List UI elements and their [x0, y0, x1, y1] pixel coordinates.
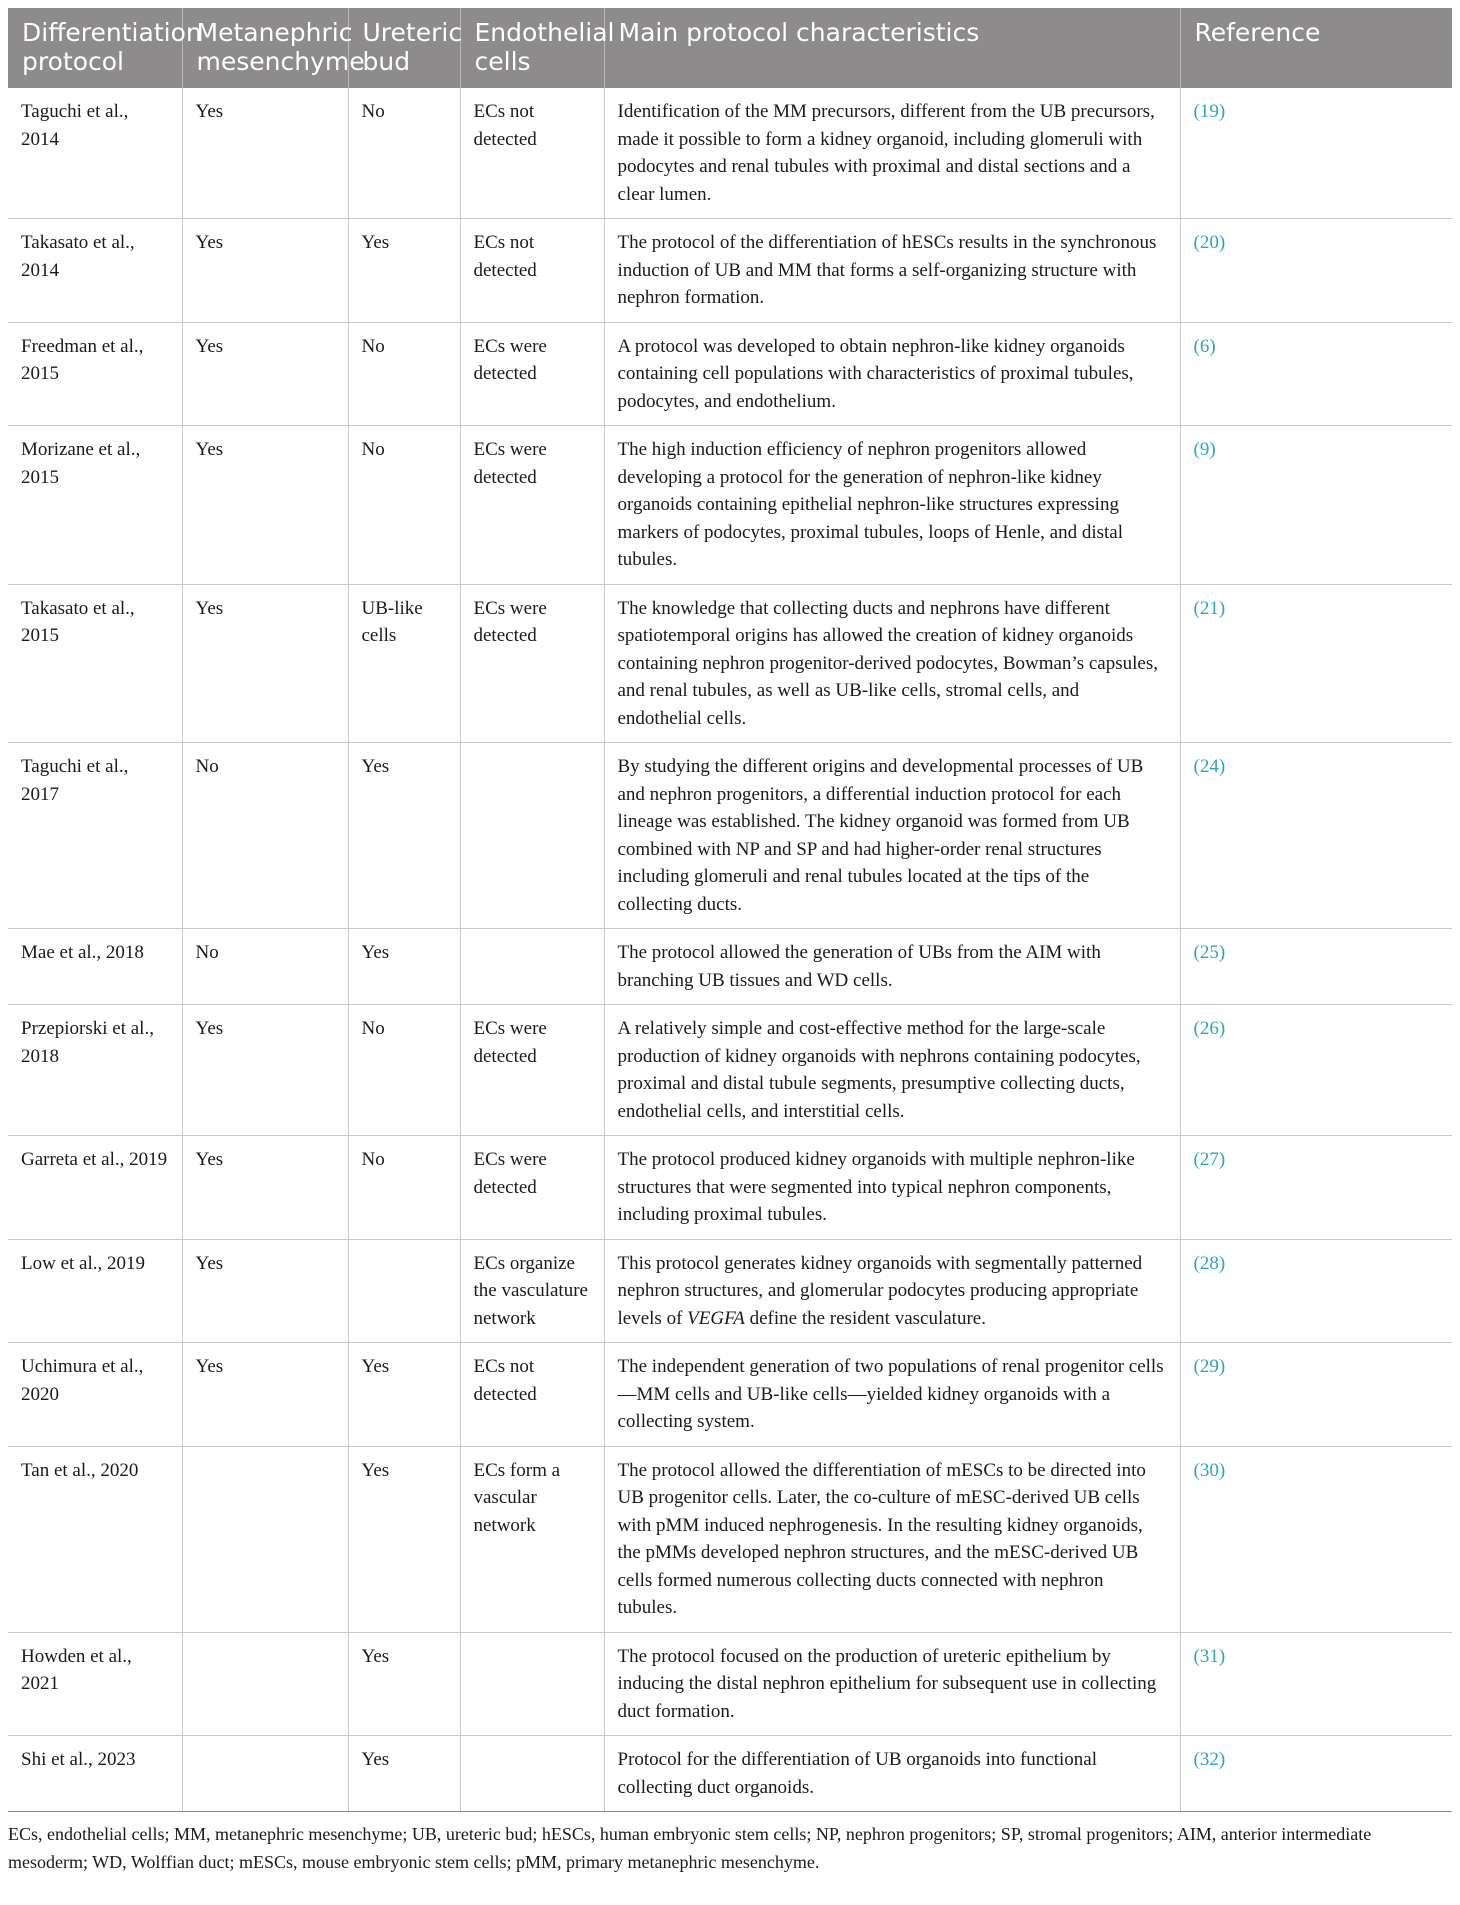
cell-characteristics: The protocol of the differentiation of hESCs results in the synchronous induction of UB and MM that forms a self-organizing structure with nephron formation.: [604, 219, 1180, 323]
reference-link[interactable]: (27): [1193, 1149, 1226, 1170]
cell-endothelial-cells: ECs not detected: [460, 1343, 604, 1447]
cell-metanephric-mesenchyme: Yes: [182, 1136, 348, 1240]
cell-metanephric-mesenchyme: Yes: [182, 1343, 348, 1447]
cell-endothelial-cells: ECs were detected: [460, 322, 604, 426]
cell-protocol: Przepiorski et al., 2018: [8, 1005, 182, 1136]
reference-link[interactable]: (26): [1193, 1018, 1226, 1039]
cell-ureteric-bud: Yes: [348, 929, 460, 1005]
header-characteristics: Main protocol characteristics: [604, 8, 1180, 88]
cell-endothelial-cells: ECs were detected: [460, 1005, 604, 1136]
cell-reference: [1180, 1005, 1452, 1136]
table-row: [8, 1343, 1452, 1447]
reference-link[interactable]: (6): [1193, 335, 1216, 357]
cell-protocol: Taguchi et al., 2014: [8, 88, 182, 219]
cell-characteristics: The protocol focused on the production of ureteric epithelium by inducing the distal nephron epithelium for subsequent use in collecting duct formation.: [604, 1632, 1180, 1736]
table-row: [8, 929, 1452, 1005]
cell-characteristics: A protocol was developed to obtain nephron-like kidney organoids containing cell populations with characteristics of proximal tubules, podocytes, and endothelium.: [604, 322, 1180, 426]
table-footnote: ECs, endothelial cells; MM, metanephric mesenchyme; UB, ureteric bud; hESCs, human embryonic stem cells; NP, nephron progenitors; SP, stromal progenitors; AIM, anterior intermediate mesoderm; WD, Wolffian duct; mESCs, mouse embryonic stem cells; pMM, primary metanephric mesenchyme.: [8, 1824, 1372, 1872]
cell-reference: [1180, 322, 1452, 426]
cell-characteristics: The protocol allowed the differentiation of mESCs to be directed into UB progenitor cells. Later, the co-culture of mESC-derived UB cells with pMM induced nephrogenesis. In the resulting kidney organoids, the pMMs developed nephron structures, and the mESC-derived UB cells formed numerous collecting ducts connected with nephron tubules.: [604, 1446, 1180, 1632]
cell-ureteric-bud: No: [348, 88, 460, 219]
cell-characteristics: The knowledge that collecting ducts and nephrons have different spatiotemporal origins has allowed the creation of kidney organoids containing nephron progenitor-derived podocytes, Bowman’s capsules, and renal tubules, as well as UB-like cells, stromal cells, and endothelial cells.: [604, 584, 1180, 743]
cell-ureteric-bud: [348, 1239, 460, 1343]
cell-protocol: Garreta et al., 2019: [8, 1136, 182, 1240]
header-reference: Reference: [1180, 8, 1452, 88]
cell-ureteric-bud: No: [348, 322, 460, 426]
cell-metanephric-mesenchyme: No: [182, 929, 348, 1005]
cell-metanephric-mesenchyme: [182, 1632, 348, 1736]
cell-endothelial-cells: ECs organize the vasculature network: [460, 1239, 604, 1343]
cell-reference: [1180, 426, 1452, 585]
table-row: [8, 322, 1452, 426]
cell-metanephric-mesenchyme: No: [182, 743, 348, 929]
cell-metanephric-mesenchyme: [182, 1736, 348, 1812]
protocol-table-container: [8, 8, 1452, 1876]
cell-endothelial-cells: ECs were detected: [460, 426, 604, 585]
cell-endothelial-cells: ECs form a vascular network: [460, 1446, 604, 1632]
table-row: [8, 584, 1452, 743]
characteristics-text: This protocol generates kidney organoids with segmentally patterned nephron structures, and glomerular podocytes producing appropriate levels of: [617, 1252, 1143, 1329]
header-ureteric-bud: Ureteric bud: [348, 8, 460, 88]
cell-characteristics: Protocol for the differentiation of UB organoids into functional collecting duct organoids.: [604, 1736, 1180, 1812]
cell-endothelial-cells: ECs were detected: [460, 584, 604, 743]
reference-link[interactable]: (24): [1193, 756, 1226, 777]
cell-ureteric-bud: No: [348, 1005, 460, 1136]
protocol-table: [8, 8, 1452, 1812]
cell-protocol: Freedman et al., 2015: [8, 322, 182, 426]
cell-metanephric-mesenchyme: Yes: [182, 88, 348, 219]
reference-link[interactable]: (31): [1193, 1645, 1226, 1667]
cell-reference: [1180, 1239, 1452, 1343]
characteristics-text: define the resident vasculature.: [744, 1307, 986, 1329]
cell-protocol: Howden et al., 2021: [8, 1632, 182, 1736]
reference-link[interactable]: (21): [1193, 597, 1226, 619]
reference-link[interactable]: (20): [1193, 232, 1226, 253]
cell-characteristics: By studying the different origins and developmental processes of UB and nephron progenitors, a differential induction protocol for each lineage was established. The kidney organoid was formed from UB combined with NP and SP and had higher-order renal structures including glomeruli and renal tubules located at the tips of the collecting ducts.: [604, 743, 1180, 929]
cell-characteristics: The independent generation of two populations of renal progenitor cells—MM cells and UB-like cells—yielded kidney organoids with a collecting system.: [604, 1343, 1180, 1447]
cell-metanephric-mesenchyme: Yes: [182, 1239, 348, 1343]
table-row: [8, 219, 1452, 323]
cell-ureteric-bud: No: [348, 1136, 460, 1240]
table-header: [8, 8, 1452, 88]
cell-reference: [1180, 584, 1452, 743]
cell-ureteric-bud: Yes: [348, 1343, 460, 1447]
cell-metanephric-mesenchyme: Yes: [182, 584, 348, 743]
reference-link[interactable]: (9): [1193, 439, 1216, 460]
reference-link[interactable]: (32): [1193, 1749, 1226, 1770]
cell-characteristics: A relatively simple and cost-effective method for the large-scale production of kidney organoids with nephrons containing podocytes, proximal and distal tubule segments, presumptive collecting ducts, endothelial cells, and interstitial cells.: [604, 1005, 1180, 1136]
table-row: [8, 426, 1452, 585]
cell-ureteric-bud: Yes: [348, 743, 460, 929]
cell-protocol: Morizane et al., 2015: [8, 426, 182, 585]
header-metanephric-mesenchyme: Metanephric mesenchyme: [182, 8, 348, 88]
cell-reference: [1180, 929, 1452, 1005]
cell-endothelial-cells: [460, 1632, 604, 1736]
cell-endothelial-cells: ECs were detected: [460, 1136, 604, 1240]
cell-characteristics: The protocol allowed the generation of UBs from the AIM with branching UB tissues and WD cells.: [604, 929, 1180, 1005]
cell-endothelial-cells: [460, 1736, 604, 1812]
table-row: [8, 1632, 1452, 1736]
reference-link[interactable]: (30): [1193, 1459, 1226, 1481]
table-row: [8, 1239, 1452, 1343]
cell-metanephric-mesenchyme: Yes: [182, 1005, 348, 1136]
cell-reference: [1180, 743, 1452, 929]
table-row: [8, 1446, 1452, 1632]
cell-metanephric-mesenchyme: Yes: [182, 426, 348, 585]
cell-metanephric-mesenchyme: Yes: [182, 219, 348, 323]
header-protocol: Differentiation protocol: [8, 8, 182, 88]
table-body: [8, 88, 1452, 1812]
cell-metanephric-mesenchyme: Yes: [182, 322, 348, 426]
cell-ureteric-bud: No: [348, 426, 460, 585]
cell-protocol: Taguchi et al., 2017: [8, 743, 182, 929]
cell-reference: [1180, 219, 1452, 323]
table-row: [8, 743, 1452, 929]
cell-ureteric-bud: Yes: [348, 1446, 460, 1632]
cell-reference: [1180, 1446, 1452, 1632]
reference-link[interactable]: (29): [1193, 1356, 1226, 1377]
header-endothelial-cells: Endothelial cells: [460, 8, 604, 88]
gene-name: VEGFA: [687, 1307, 745, 1329]
cell-reference: [1180, 1632, 1452, 1736]
cell-protocol: Takasato et al., 2014: [8, 219, 182, 323]
cell-metanephric-mesenchyme: [182, 1446, 348, 1632]
table-row: [8, 1136, 1452, 1240]
reference-link[interactable]: (28): [1193, 1252, 1226, 1274]
cell-characteristics: The high induction efficiency of nephron progenitors allowed developing a protocol for the generation of nephron-like kidney organoids containing epithelial nephron-like structures expressing markers of podocytes, proximal tubules, loops of Henle, and distal tubules.: [604, 426, 1180, 585]
table-row: [8, 1736, 1452, 1812]
cell-protocol: Uchimura et al., 2020: [8, 1343, 182, 1447]
table-row: [8, 1005, 1452, 1136]
cell-ureteric-bud: Yes: [348, 1736, 460, 1812]
cell-endothelial-cells: ECs not detected: [460, 88, 604, 219]
cell-protocol: Tan et al., 2020: [8, 1446, 182, 1632]
cell-endothelial-cells: ECs not detected: [460, 219, 604, 323]
cell-characteristics: The protocol produced kidney organoids with multiple nephron-like structures that were segmented into typical nephron components, including proximal tubules.: [604, 1136, 1180, 1240]
cell-endothelial-cells: [460, 929, 604, 1005]
cell-protocol: Shi et al., 2023: [8, 1736, 182, 1812]
cell-reference: [1180, 88, 1452, 219]
cell-protocol: Mae et al., 2018: [8, 929, 182, 1005]
cell-ureteric-bud: Yes: [348, 1632, 460, 1736]
cell-reference: [1180, 1736, 1452, 1812]
table-row: [8, 88, 1452, 219]
cell-reference: [1180, 1136, 1452, 1240]
cell-endothelial-cells: [460, 743, 604, 929]
cell-ureteric-bud: Yes: [348, 219, 460, 323]
cell-characteristics: [604, 1239, 1180, 1343]
cell-protocol: Takasato et al., 2015: [8, 584, 182, 743]
cell-characteristics: Identification of the MM precursors, different from the UB precursors, made it possible to form a kidney organoid, including glomeruli with podocytes and renal tubules with proximal and distal sections and a clear lumen.: [604, 88, 1180, 219]
cell-reference: [1180, 1343, 1452, 1447]
reference-link[interactable]: (19): [1193, 101, 1226, 122]
cell-ureteric-bud: UB-like cells: [348, 584, 460, 743]
reference-link[interactable]: (25): [1193, 942, 1226, 963]
cell-protocol: Low et al., 2019: [8, 1239, 182, 1343]
